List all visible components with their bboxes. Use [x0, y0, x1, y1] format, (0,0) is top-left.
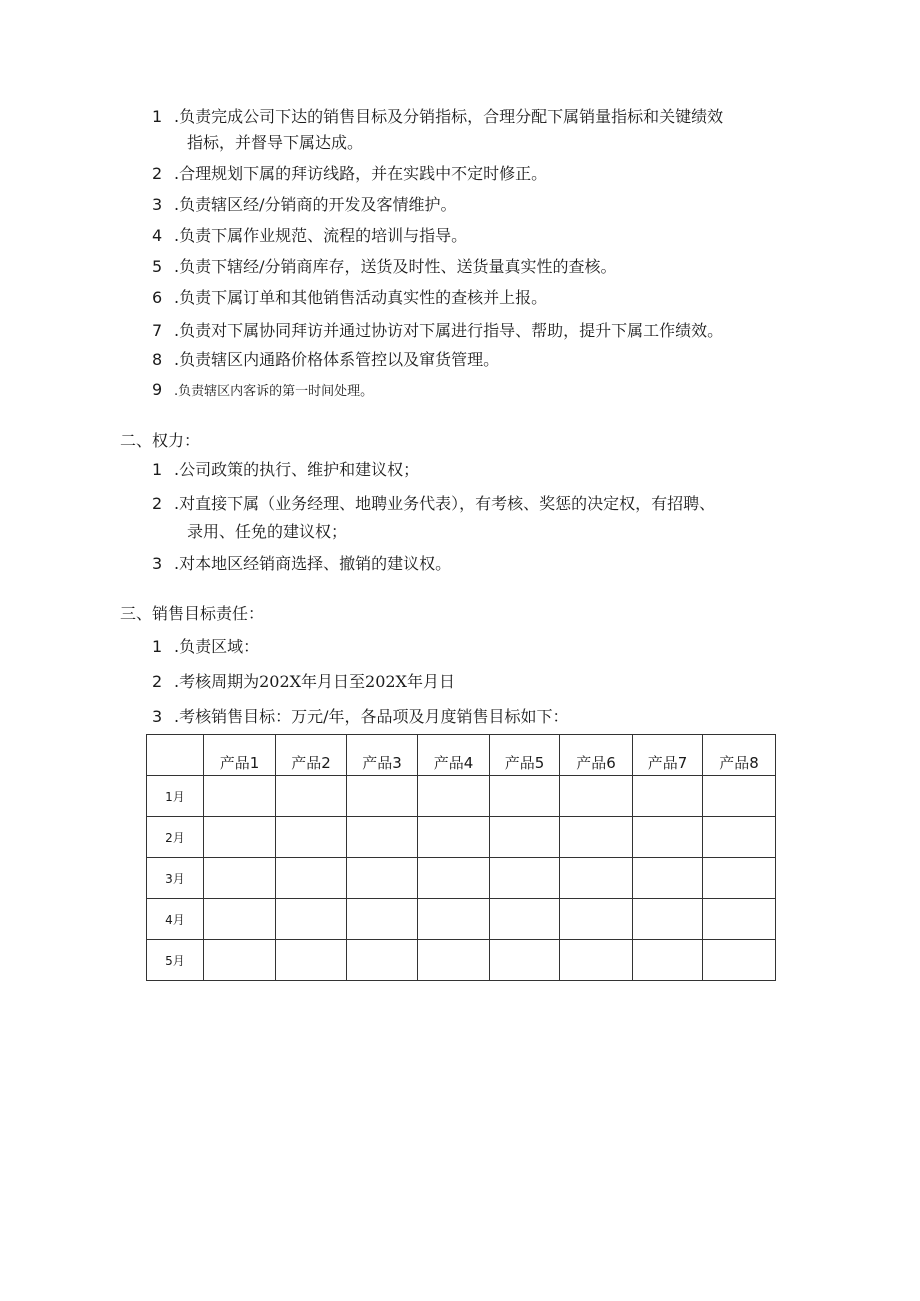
table-cell — [204, 940, 276, 981]
table-header-corner — [147, 735, 204, 776]
table-cell — [490, 776, 560, 817]
table-cell — [633, 858, 703, 899]
table-cell — [418, 817, 490, 858]
month-label: 3月 — [147, 858, 204, 899]
table-header-product-1: 产品1 — [204, 735, 276, 776]
table-header-product-4: 产品4 — [418, 735, 490, 776]
table-cell — [347, 817, 418, 858]
table-cell — [703, 858, 776, 899]
duty-5-text: .负责下辖经/分销商库存，送货及时性、送货量真实性的查核。 — [174, 257, 617, 276]
power-2-continuation: 录用、任免的建议权； — [187, 522, 348, 541]
duty-2-text: .合理规划下属的拜访线路，并在实践中不定时修正。 — [174, 164, 548, 183]
table-header-product-3: 产品3 — [347, 735, 418, 776]
target-2-number: 2 — [152, 672, 163, 691]
table-cell — [347, 899, 418, 940]
table-cell — [703, 817, 776, 858]
table-header-product-5: 产品5 — [490, 735, 560, 776]
table-cell — [633, 940, 703, 981]
table-cell — [204, 817, 276, 858]
duty-8-number: 8 — [152, 350, 163, 369]
table-cell — [418, 899, 490, 940]
table-cell — [418, 776, 490, 817]
table-cell — [560, 858, 633, 899]
table-cell — [276, 899, 347, 940]
table-cell — [490, 899, 560, 940]
duty-1-continuation: 指标，并督导下属达成。 — [187, 133, 364, 152]
table-cell — [633, 817, 703, 858]
duty-6-number: 6 — [152, 288, 163, 307]
target-3-text: .考核销售目标：万元/年，各品项及月度销售目标如下： — [174, 707, 569, 726]
target-1-text: .负责区域： — [174, 637, 260, 656]
month-label: 5月 — [147, 940, 204, 981]
duty-6-text: .负责下属订单和其他销售活动真实性的查核并上报。 — [174, 288, 548, 307]
table-header-row — [147, 735, 776, 776]
table-header-product-2: 产品2 — [276, 735, 347, 776]
month-label: 1月 — [147, 776, 204, 817]
table-cell — [418, 940, 490, 981]
table-cell — [276, 858, 347, 899]
table-cell — [276, 776, 347, 817]
power-3-text: .对本地区经销商选择、撤销的建议权。 — [174, 554, 452, 573]
duty-9-number: 9 — [152, 380, 163, 399]
target-3-number: 3 — [152, 707, 163, 726]
table-cell — [490, 858, 560, 899]
duty-2-number: 2 — [152, 164, 163, 183]
table-cell — [703, 776, 776, 817]
sales-target-table — [146, 734, 776, 981]
table-row — [147, 817, 776, 858]
duty-4-number: 4 — [152, 226, 163, 245]
target-1-number: 1 — [152, 637, 163, 656]
table-cell — [418, 858, 490, 899]
table-header-product-6: 产品6 — [560, 735, 633, 776]
table-cell — [276, 940, 347, 981]
table-header-product-7: 产品7 — [633, 735, 703, 776]
duty-7-text: .负责对下属协同拜访并通过协访对下属进行指导、帮助，提升下属工作绩效。 — [174, 321, 724, 340]
table-row — [147, 858, 776, 899]
duty-1-number: 1 — [152, 107, 163, 126]
month-label: 4月 — [147, 899, 204, 940]
table-cell — [204, 858, 276, 899]
duty-8-text: .负责辖区内通路价格体系管控以及窜货管理。 — [174, 350, 500, 369]
table-header-product-8: 产品8 — [703, 735, 776, 776]
power-2-number: 2 — [152, 494, 163, 513]
target-2-text: .考核周期为202X年月日至202X年月日 — [174, 672, 455, 691]
table-cell — [490, 940, 560, 981]
table-cell — [204, 776, 276, 817]
duty-4-text: .负责下属作业规范、流程的培训与指导。 — [174, 226, 468, 245]
duty-5-number: 5 — [152, 257, 163, 276]
table-row — [147, 776, 776, 817]
table-cell — [204, 899, 276, 940]
table-cell — [347, 776, 418, 817]
table-cell — [560, 817, 633, 858]
section-3-heading: 三、销售目标责任： — [120, 604, 265, 623]
table-cell — [560, 940, 633, 981]
power-2-text: .对直接下属（业务经理、地聘业务代表），有考核、奖惩的决定权，有招聘、 — [174, 494, 716, 513]
table-cell — [633, 899, 703, 940]
table-cell — [347, 858, 418, 899]
power-1-text: .公司政策的执行、维护和建议权； — [174, 460, 420, 479]
section-2-heading: 二、权力： — [120, 431, 201, 450]
table-cell — [633, 776, 703, 817]
table-cell — [490, 817, 560, 858]
power-1-number: 1 — [152, 460, 163, 479]
table-cell — [347, 940, 418, 981]
table-cell — [560, 899, 633, 940]
power-3-number: 3 — [152, 554, 163, 573]
table-cell — [560, 776, 633, 817]
table-cell — [703, 899, 776, 940]
table-row — [147, 940, 776, 981]
table-row — [147, 899, 776, 940]
table-cell — [703, 940, 776, 981]
table-cell — [276, 817, 347, 858]
duty-3-number: 3 — [152, 195, 163, 214]
duty-3-text: .负责辖区经/分销商的开发及客情维护。 — [174, 195, 457, 214]
month-label: 2月 — [147, 817, 204, 858]
duty-9-text: .负责辖区内客诉的第一时间处理。 — [174, 384, 374, 399]
duty-7-number: 7 — [152, 321, 163, 340]
duty-1-text: .负责完成公司下达的销售目标及分销指标，合理分配下属销量指标和关键绩效 — [174, 107, 724, 126]
